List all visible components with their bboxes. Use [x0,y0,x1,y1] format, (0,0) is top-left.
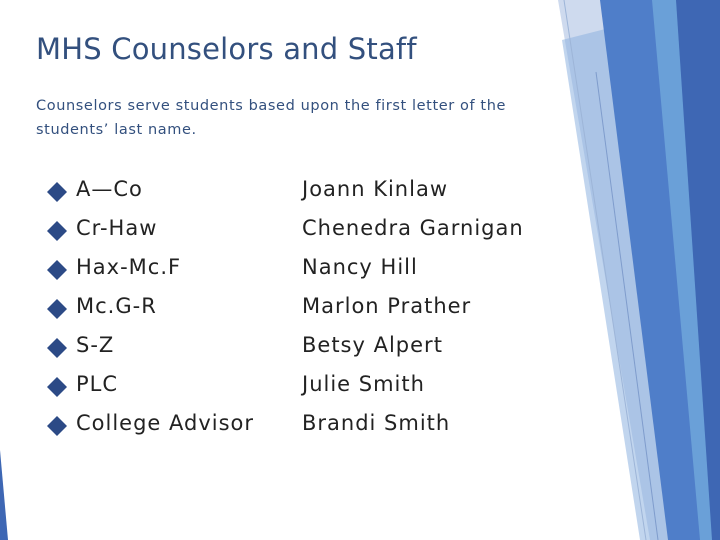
list-item [47,328,567,367]
last-name-range: Hax-Mc.F [76,255,182,279]
diamond-bullet-icon [47,416,67,436]
counselor-name: Joann Kinlaw [302,177,448,201]
diamond-bullet-icon [47,221,67,241]
counselor-name: Betsy Alpert [302,333,443,357]
last-name-range: College Advisor [76,411,255,435]
last-name-range: PLC [76,372,119,396]
list-item [47,289,567,328]
list-item [47,172,567,211]
counselor-list [47,172,567,445]
list-item [47,406,567,445]
diamond-bullet-icon [47,182,67,202]
slide-title: MHS Counselors and Staff [36,32,417,66]
counselor-name: Chenedra Garnigan [302,216,524,240]
left-edge-strip [0,450,8,540]
last-name-range: Cr-Haw [76,216,158,240]
list-item [47,367,567,406]
last-name-range: Mc.G-R [76,294,157,318]
last-name-range: S-Z [76,333,115,357]
list-item [47,250,567,289]
slide-subtitle: Counselors serve students based upon the first letter of the students’ last name. [36,98,507,138]
counselor-name: Brandi Smith [302,411,451,435]
diamond-bullet-icon [47,260,67,280]
diamond-bullet-icon [47,377,67,397]
counselor-name: Nancy Hill [302,255,418,279]
list-item [47,211,567,250]
last-name-range: A—Co [76,177,143,201]
counselor-name: Julie Smith [302,372,425,396]
counselor-name: Marlon Prather [302,294,472,318]
diamond-bullet-icon [47,338,67,358]
diamond-bullet-icon [47,299,67,319]
